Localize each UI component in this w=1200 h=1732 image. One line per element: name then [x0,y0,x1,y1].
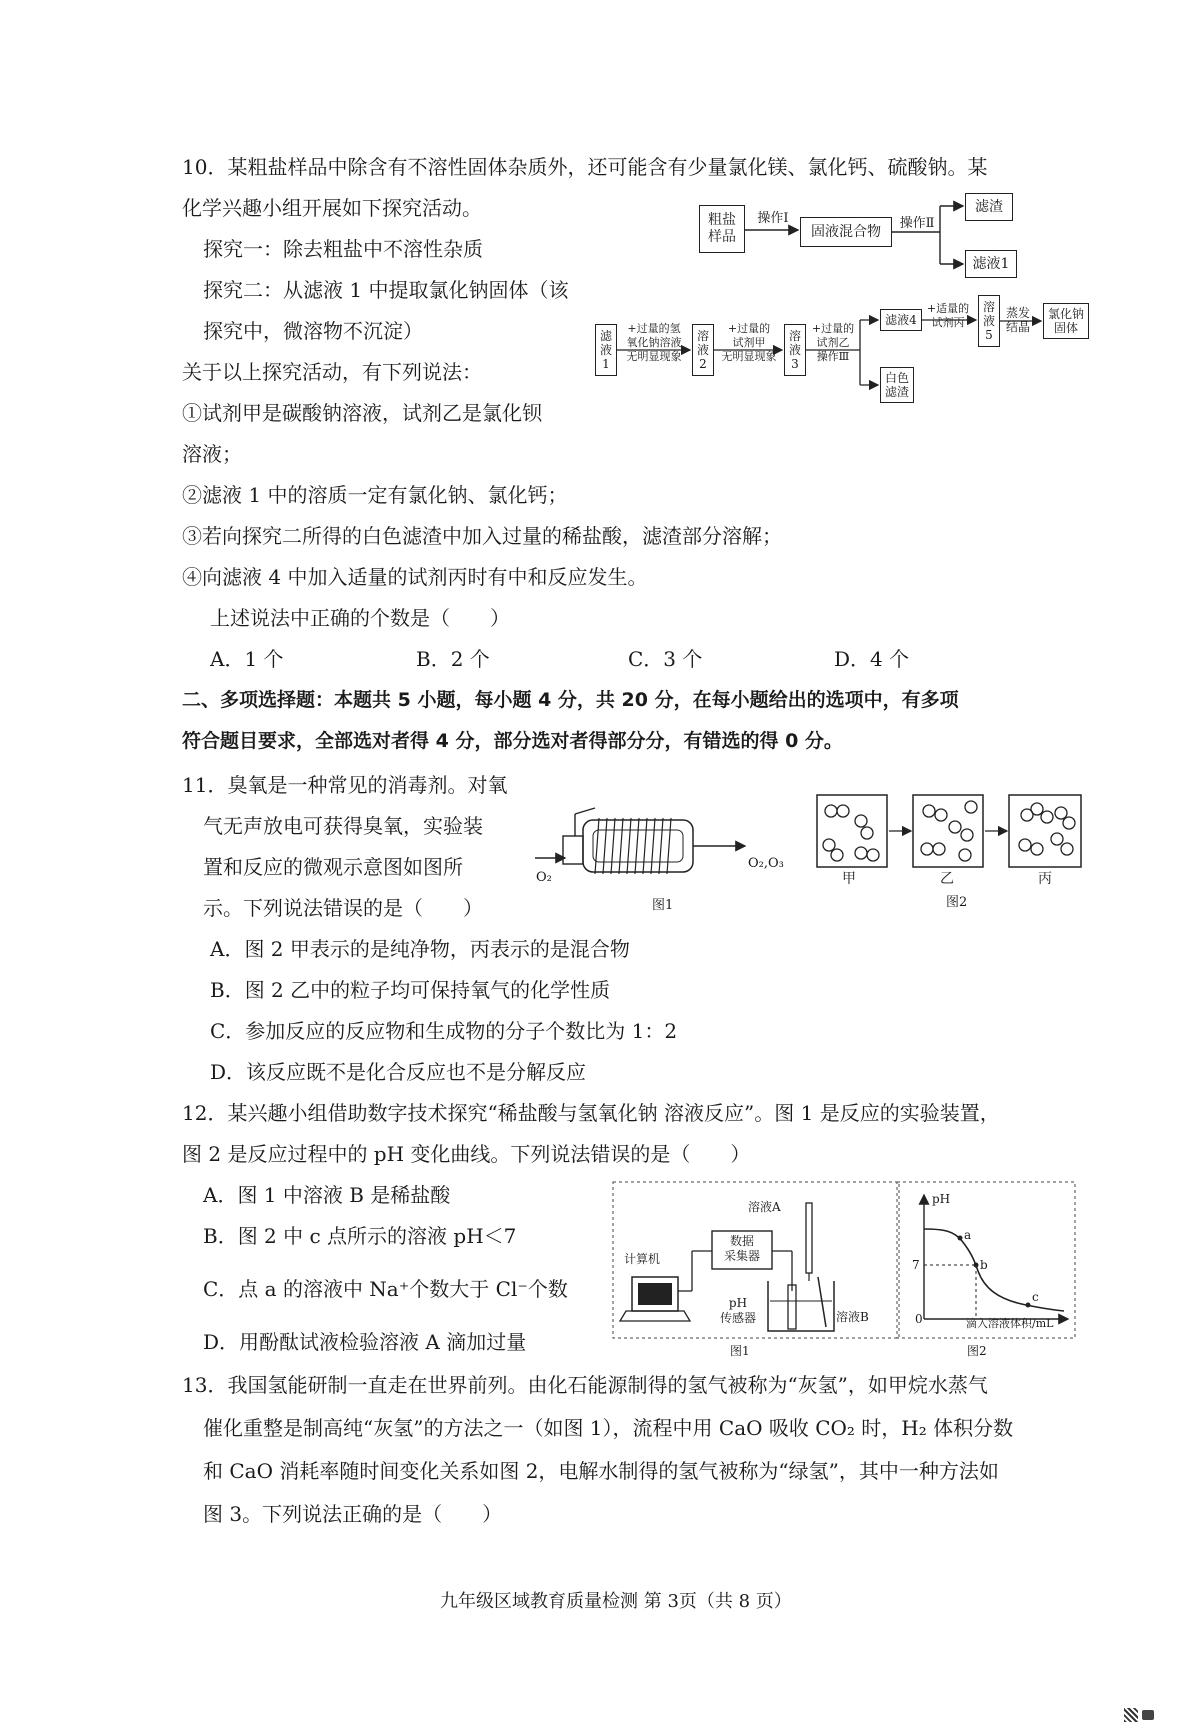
q13-line1: 13．我国氢能研制一直走在世界前列。由化石能源制得的氢气被称为“灰氢”，如甲烷水蒸气 [182,1373,988,1397]
q12-fig1-solution-a-label: 溶液A [748,1200,781,1214]
q12-fig1-solution-b-label: 溶液B [836,1310,869,1324]
flow2-nacl-box: 氯化钠 固体 [1043,303,1089,339]
page-footer: 九年级区域教育质量检测 第 3页（共 8 页） [440,1591,792,1612]
flow2-step1-label: +过量的氢 氧化钠溶液 无明显现象 [626,322,682,363]
q13-line2: 催化重整是制高纯“灰氢”的方法之一（如图 1），流程中用 CaO 吸收 CO₂ 时，H₂ 体积分数 [203,1416,1014,1440]
q11-line1: 11．臭氧是一种常见的消毒剂。对氧 [182,773,508,797]
q10-explore1: 探究一：除去粗盐中不溶性杂质 [203,237,483,261]
q11-option-d: D．该反应既不是化合反应也不是分解反应 [210,1060,587,1084]
q11-line2: 气无声放电可获得臭氧，实验装 [203,814,483,838]
q12-fig2-y-axis-label: pH [932,1192,951,1206]
q13-line3: 和 CaO 消耗率随时间变化关系如图 2，电解水制得的氢气被称为“绿氢”，其中一种方法如 [203,1459,999,1483]
flow1-op2-label: 操作Ⅱ [899,216,935,231]
q11-fig2-label-jia: 甲 [842,871,856,887]
q10-line1: 10．某粗盐样品中除含有不溶性固体杂质外，还可能含有少量氯化镁、氯化钙、硫酸钠。某 [182,155,988,179]
q12-fig1-collector-label: 数据 采集器 [723,1234,760,1263]
q11-option-c: C．参加反应的反应物和生成物的分子个数比为 1：2 [210,1019,678,1043]
flow2-filtrate1-box: 滤 液 1 [595,324,617,376]
q10-statement1b: 溶液； [182,442,242,466]
flow2-solution2-box: 溶 液 2 [692,324,714,376]
q11-option-a: A．图 2 甲表示的是纯净物，丙表示的是混合物 [210,937,630,961]
q12-fig1-caption: 图1 [730,1344,750,1358]
flow2-step4-label: +适量的 试剂丙 [926,302,970,329]
q11-fig2-caption: 图2 [946,895,968,910]
q12-fig2-x-axis-label: 滴入溶液体积/mL [966,1317,1054,1330]
flow2-evaporate-label: 蒸发 结晶 [1005,306,1030,334]
q10-line2: 化学兴趣小组开展如下探究活动。 [182,196,482,220]
q12-line1: 12．某兴趣小组借助数字技术探究“稀盐酸与氢氧化钠 溶液反应”。图 1 是反应的实验装置， [182,1101,1000,1125]
q10-explore2a: 探究二：从滤液 1 中提取氯化钠固体（该 [203,278,569,302]
flow2-filtrate4-box: 滤液4 [880,309,922,331]
q12-fig1-computer-label: 计算机 [624,1252,661,1266]
q11-line3: 置和反应的微观示意图如图所 [203,855,463,879]
q10-statement4: ④向滤液 4 中加入适量的试剂丙时有中和反应发生。 [182,565,648,589]
flow2-white-residue-box: 白色 滤渣 [880,367,914,403]
q12-fig1-sensor-label: pH 传感器 [719,1296,756,1325]
q11-fig1-outlet-label: O₂,O₃ [748,856,784,871]
section2-heading-line2: 符合题目要求，全部选对者得 4 分，部分选对者得部分分，有错选的得 0 分。 [182,730,843,752]
flow1-sample-box: 粗盐 样品 [699,205,745,253]
q10-question: 上述说法中正确的个数是（ ） [210,606,510,630]
q11-option-b: B．图 2 乙中的粒子均可保持氧气的化学性质 [210,978,611,1002]
q11-fig1-apparatus [535,790,795,910]
q11-fig2-label-bing: 丙 [1038,871,1052,887]
q13-line4: 图 3。下列说法正确的是（ ） [203,1502,503,1526]
q10-explore2b: 探究中，微溶物不沉淀） [203,319,423,343]
q10-statement3: ③若向探究二所得的白色滤渣中加入过量的稀盐酸，滤渣部分溶解； [182,524,782,548]
flow1-mixture-box: 固液混合物 [800,217,892,247]
q12-fig2-point-b: b [980,1258,988,1272]
q11-fig2-particles [815,793,1115,883]
q12-fig2-seven-tick: 7 [912,1258,920,1272]
q10-option-c: C．3 个 [628,647,703,671]
q10-statement2: ②滤液 1 中的溶质一定有氯化钠、氯化钙； [182,483,568,507]
q12-option-d: D．用酚酞试液检验溶液 A 滴加过量 [203,1330,527,1354]
q12-fig2-caption: 图2 [967,1344,987,1358]
q12-fig2-origin-label: 0 [915,1312,923,1326]
q12-fig2-point-a: a [964,1228,972,1242]
flow2-solution3-box: 溶 液 3 [784,324,806,376]
flow1-op1-label: 操作Ⅰ [757,211,789,226]
q12-option-a: A．图 1 中溶液 B 是稀盐酸 [203,1183,451,1207]
flow2-step2-label: +过量的 试剂甲 无明显现象 [721,322,777,363]
q10-option-b: B．2 个 [416,647,490,671]
q10-option-a: A．1 个 [210,647,284,671]
q10-statement1a: ①试剂甲是碳酸钠溶液，试剂乙是氯化钡 [182,401,542,425]
q11-line4: 示。下列说法错误的是（ ） [203,896,483,920]
q11-fig2-label-yi: 乙 [940,871,954,887]
flow1-residue-box: 滤渣 [965,193,1013,221]
q12-option-c: C．点 a 的溶液中 Na⁺个数大于 Cl⁻个数 [203,1277,568,1301]
q11-fig1-inlet-label: O₂ [536,870,552,885]
qr-code-icon [1124,1708,1138,1722]
q11-fig1-caption: 图1 [652,898,674,913]
q10-option-d: D．4 个 [834,647,910,671]
q10-intro: 关于以上探究活动，有下列说法： [182,360,482,384]
q12-option-b: B．图 2 中 c 点所示的溶液 pH＜7 [203,1224,517,1248]
flow2-solution5-box: 溶 液 5 [978,295,1000,347]
section2-heading-line1: 二、多项选择题：本题共 5 小题，每小题 4 分，共 20 分，在每小题给出的选项中，有多项 [182,689,959,711]
q12-fig2-point-c: c [1032,1290,1039,1304]
flow1-filtrate1-box: 滤液1 [965,250,1017,278]
flow2-step3-label: +过量的 试剂乙 操作Ⅲ [811,322,855,363]
q12-line2: 图 2 是反应过程中的 pH 变化曲线。下列说法错误的是（ ） [182,1142,751,1166]
scanner-logo-icon [1142,1710,1154,1720]
